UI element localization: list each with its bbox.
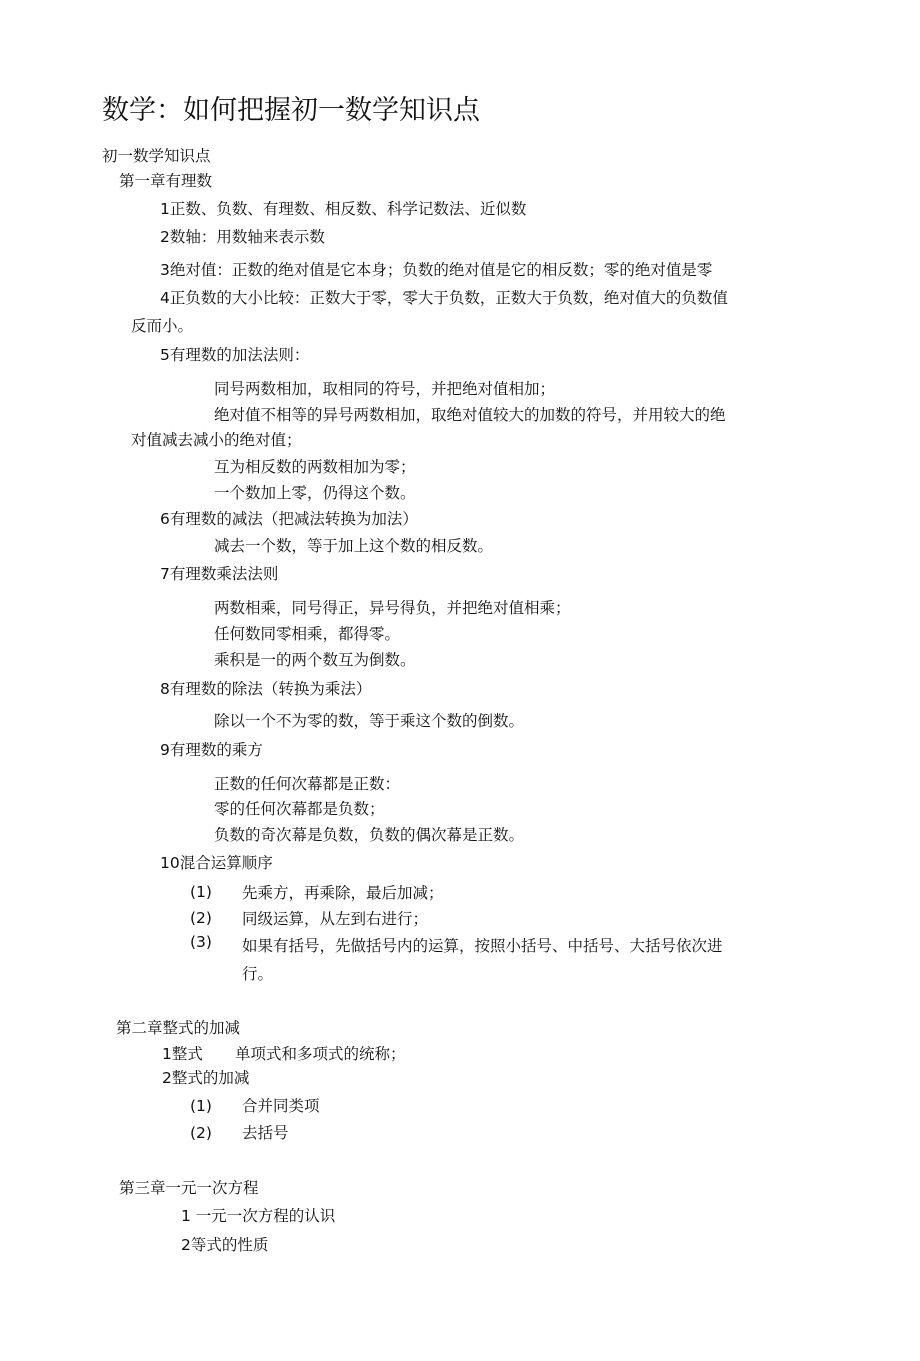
rule: 绝对值不相等的异号两数相加，取绝对值较大的加数的符号，并用较大的绝 <box>214 406 726 424</box>
item: 1正数、负数、有理数、相反数、科学记数法、近似数 <box>160 200 527 218</box>
item-description: 单项式和多项式的统称； <box>235 1045 406 1063</box>
item: 1 一元一次方程的认识 <box>181 1207 336 1225</box>
rule: 互为相反数的两数相加为零； <box>214 458 416 476</box>
item: 反而小。 <box>131 317 194 335</box>
list-number: (2) <box>190 1124 212 1142</box>
list-number: (1) <box>190 1097 212 1115</box>
rule: 如果有括号，先做括号内的运算，按照小括号、中括号、大括号依次进 <box>242 937 723 955</box>
item: 2等式的性质 <box>181 1236 269 1254</box>
list-number: (1) <box>190 883 212 901</box>
chapter-2-heading: 第二章整式的加减 <box>116 1019 241 1037</box>
rule: 对值减去减小的绝对值； <box>131 431 302 449</box>
rule: 零的任何次幕都是负数； <box>214 800 385 818</box>
item: 7有理数乘法法则 <box>160 565 279 583</box>
rule: 去括号 <box>242 1124 289 1142</box>
rule: 行。 <box>242 965 274 983</box>
rule: 先乘方，再乘除，最后加减； <box>242 884 444 902</box>
chapter-1-heading: 第一章有理数 <box>119 172 213 190</box>
item: 3绝对值：正数的绝对值是它本身；负数的绝对值是它的相反数；零的绝对值是零 <box>160 261 713 279</box>
item: 9有理数的乘方 <box>160 741 263 759</box>
rule: 正数的任何次幕都是正数： <box>214 775 401 793</box>
item: 2数轴：用数轴来表示数 <box>160 228 325 246</box>
item: 5有理数的加法法则： <box>160 346 310 364</box>
item: 10混合运算顺序 <box>160 854 273 872</box>
rule: 乘积是一的两个数互为倒数。 <box>214 651 416 669</box>
rule: 合并同类项 <box>242 1097 320 1115</box>
list-number: (3) <box>190 933 212 951</box>
rule: 同号两数相加，取相同的符号，并把绝对值相加； <box>214 380 556 398</box>
item: 2整式的加减 <box>162 1069 250 1087</box>
item: 6有理数的减法（把减法转换为加法） <box>160 510 418 528</box>
rule: 一个数加上零，仍得这个数。 <box>214 484 416 502</box>
rule: 负数的奇次幕是负数，负数的偶次幕是正数。 <box>214 826 525 844</box>
chapter-3-heading: 第三章一元一次方程 <box>119 1179 259 1197</box>
rule: 除以一个不为零的数，等于乘这个数的倒数。 <box>214 712 525 730</box>
subtitle: 初一数学知识点 <box>102 147 211 165</box>
rule: 两数相乘，同号得正，异号得负，并把绝对值相乘； <box>214 599 571 617</box>
list-number: (2) <box>190 909 212 927</box>
item: 4正负数的大小比较：正数大于零，零大于负数，正数大于负数，绝对值大的负数值 <box>160 289 728 307</box>
item: 8有理数的除法（转换为乘法） <box>160 680 372 698</box>
rule: 任何数同零相乘，都得零。 <box>214 625 401 643</box>
rule: 减去一个数，等于加上这个数的相反数。 <box>214 537 494 555</box>
item: 1整式 <box>162 1045 203 1063</box>
page-title: 数学：如何把握初一数学知识点 <box>102 95 480 126</box>
rule: 同级运算，从左到右进行； <box>242 910 429 928</box>
